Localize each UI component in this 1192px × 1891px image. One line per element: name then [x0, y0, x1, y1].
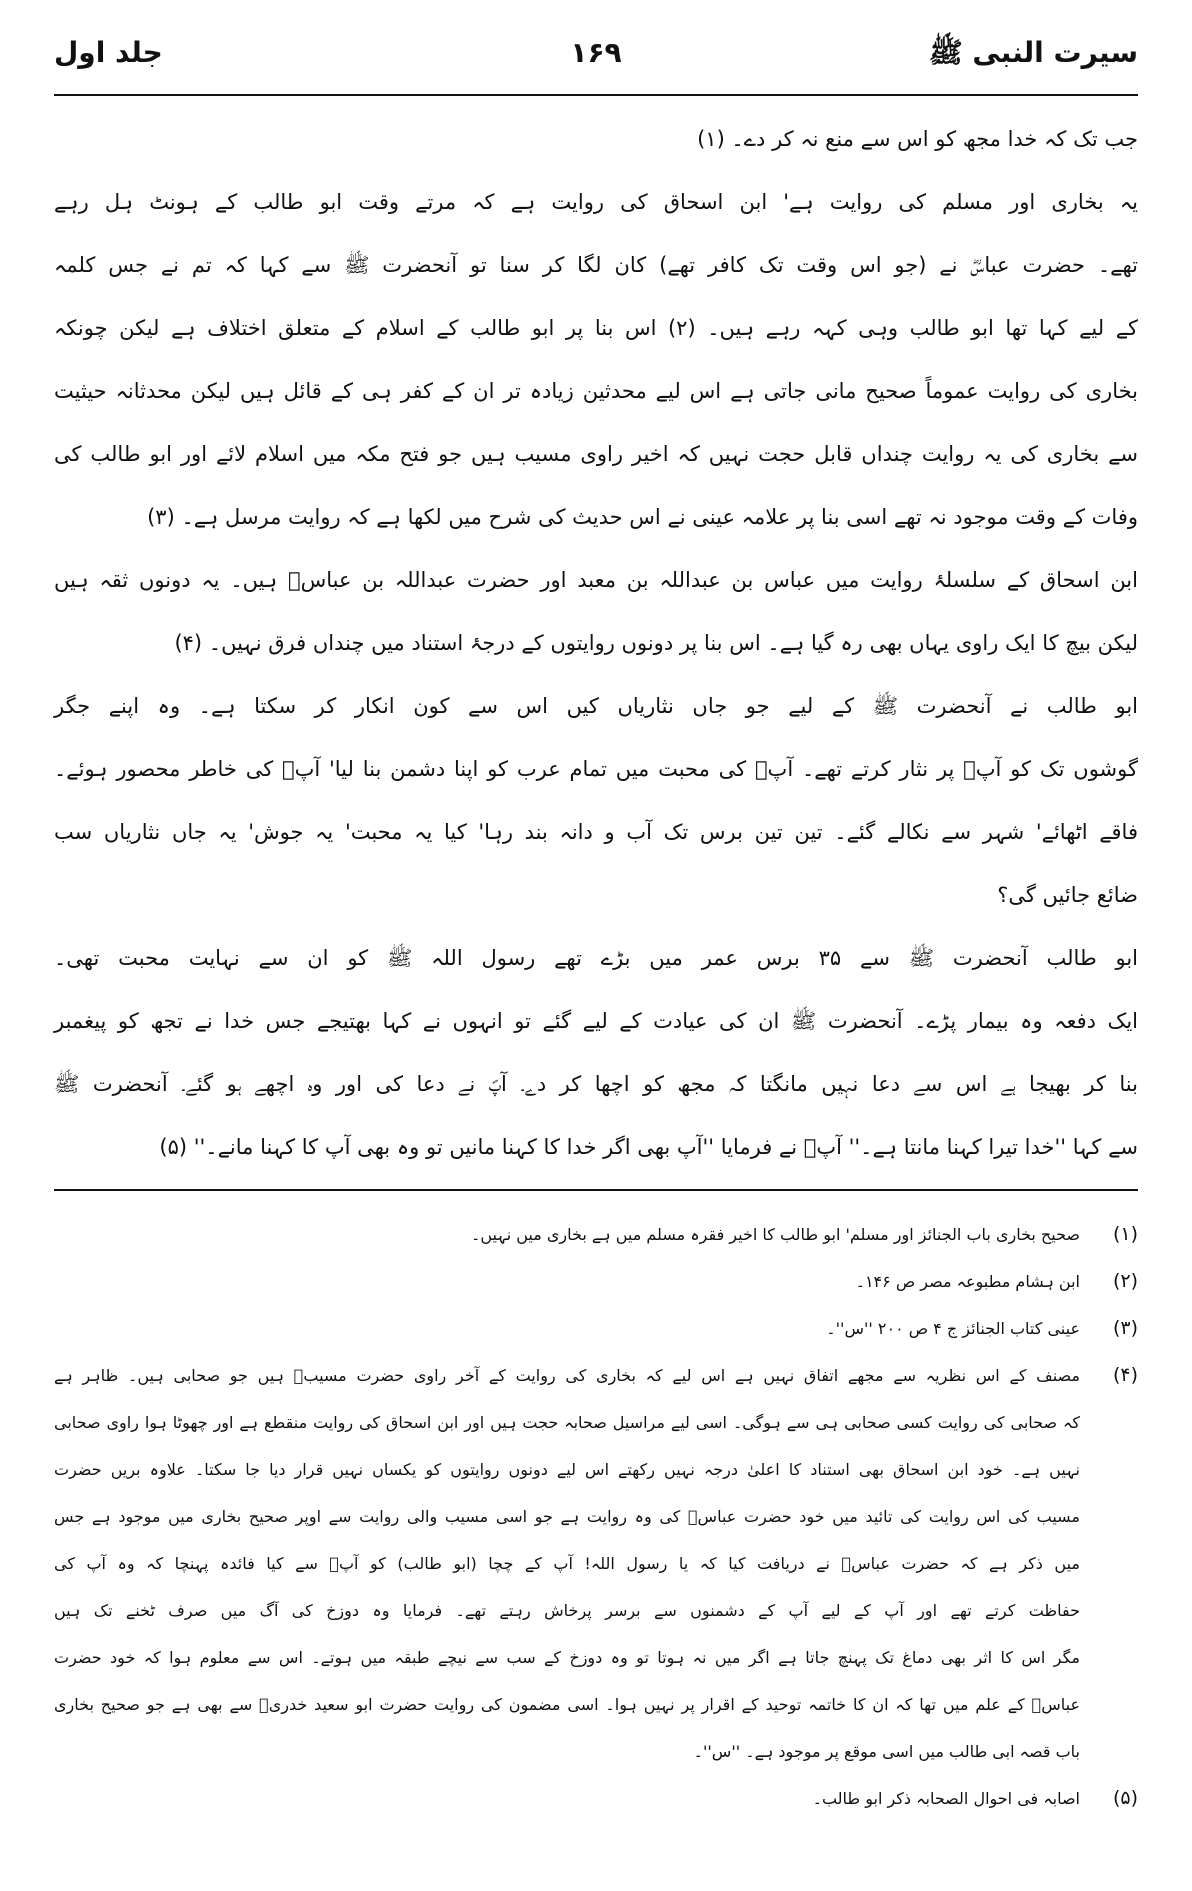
- main-text: [54, 96, 1138, 1191]
- footnote: [54, 1352, 1138, 1775]
- footnote: [54, 1775, 1138, 1822]
- text-line: ایک دفعہ وہ بیمار پڑے۔ آنحضرت ﷺ ان کی عیادت کے لیے گئے تو انہوں نے کہا بھتیجے جس خدا نے تجھ کو پیغمبر: [54, 1009, 1138, 1033]
- footnote-number: (۴): [1112, 1364, 1138, 1386]
- text-line: بخاری کی روایت عموماً صحیح مانی جاتی ہے اس لیے محدثین زیادہ تر ان کے کفر ہی کے قائل ہیں لیکن محدثانہ حیثیت: [54, 379, 1138, 403]
- text-line: وفات کے وقت موجود نہ تھے اسی بنا پر علامہ عینی نے اس حدیث کی شرح میں لکھا ہے کہ روایت مرسل ہے۔ (۳): [147, 505, 1138, 529]
- footnote: [54, 1211, 1138, 1258]
- footnote-line: باب قصہ ابی طالب میں اسی موقع پر موجود ہے۔ ''س''۔: [693, 1742, 1080, 1761]
- footnote-number: (۱): [1112, 1223, 1138, 1245]
- footnote-number: (۳): [1112, 1317, 1138, 1339]
- footnote-line: کہ صحابی کی روایت کسی صحابی ہی سے ہوگی۔ اسی لیے مراسیل صحابہ حجت ہیں اور ابن اسحاق کی روایت منقطع ہے اور چھوٹا ہوا راوی صحابی: [54, 1413, 1080, 1432]
- footnote-number: (۲): [1112, 1270, 1138, 1292]
- footnote-text: [54, 1775, 1080, 1822]
- text-line: گوشوں تک کو آپؐ پر نثار کرتے تھے۔ آپؐ کی محبت میں تمام عرب کو اپنا دشمن بنا لیا' آپؐ کی خاطر محصور ہوئے۔: [54, 757, 1138, 781]
- volume-label: جلد اول: [54, 36, 163, 69]
- footnote-text: [54, 1258, 1080, 1305]
- footnote-line: حفاظت کرتے تھے اور آپ کے لیے آپ کے دشمنوں سے برسر پرخاش رہتے تھے۔ فرمایا وہ دوزخ کی آگ میں صرف ٹخنے تک ہیں: [54, 1601, 1080, 1620]
- footnote-text: [54, 1352, 1080, 1775]
- footnote-line: مسیب کی اس روایت کی تائید میں خود حضرت عباسؓ کی وہ روایت ہے جو اسی مسیب والی روایت سے اوپر صحیح بخاری میں موجود ہے جس: [54, 1507, 1080, 1526]
- footnote-line: مگر اس کا اثر بھی دماغ تک پہنچ جاتا ہے اگر میں نہ ہوتا تو وہ دوزخ کے سب سے نیچے طبقہ میں ہوتے۔ اس سے معلوم ہوا کہ خود حضرت: [54, 1648, 1080, 1667]
- text-line: ابو طالب نے آنحضرت ﷺ کے لیے جو جاں نثاریاں کیں اس سے کون انکار کر سکتا ہے۔ وہ اپنے جگر: [54, 694, 1138, 718]
- text-line: یہ بخاری اور مسلم کی روایت ہے' ابن اسحاق کی روایت ہے کہ مرتے وقت ابو طالب کے ہونٹ ہل رہے: [54, 190, 1138, 214]
- text-line: لیکن بیچ کا ایک راوی یہاں بھی رہ گیا ہے۔ اس بنا پر دونوں روایتوں کے درجۂ استناد میں چنداں فرق نہیں۔ (۴): [174, 631, 1138, 655]
- footnote-line: نہیں ہے۔ خود ابن اسحاق بھی استناد کا اعلیٰ درجہ نہیں رکھتے اس لیے دونوں روایتوں کو یکساں نہیں قرار دیا جا سکتا۔ علاوہ بریں حضرت: [54, 1460, 1080, 1479]
- footnote-line: اصابہ فی احوال الصحابہ ذکر ابو طالب۔: [812, 1789, 1080, 1808]
- footnote-text: [54, 1211, 1080, 1258]
- page-header: [54, 22, 1138, 96]
- footnote-line: مصنف کے اس نظریہ سے مجھے اتفاق نہیں ہے اس لیے کہ بخاری کی روایت کے آخر راوی حضرت مسیبؓ ہیں جو صحابی ہیں۔ ظاہر ہے: [54, 1366, 1080, 1385]
- text-line: بنا کر بھیجا ہے اس سے دعا نہیں مانگتا کہ مجھ کو اچھا کر دے۔ آپؐ نے دعا کی اور وہ اچھے ہو گئے۔ آنحضرت ﷺ: [54, 1072, 1138, 1096]
- text-line: ابو طالب آنحضرت ﷺ سے ۳۵ برس عمر میں بڑے تھے رسول اللہ ﷺ کو ان سے نہایت محبت تھی۔: [54, 946, 1138, 970]
- footnote-line: عینی کتاب الجنائز ج ۴ ص ۲۰۰ ''س''۔: [826, 1319, 1080, 1338]
- text-line: کے لیے کہا تھا ابو طالب وہی کہہ رہے ہیں۔ (۲) اس بنا پر ابو طالب کے اسلام کے متعلق اختلاف ہے لیکن چونکہ: [54, 316, 1138, 340]
- text-line: فاقے اٹھائے' شہر سے نکالے گئے۔ تین تین برس تک آب و دانہ بند رہا' کیا یہ محبت' یہ جوش' یہ جاں نثاریاں سب: [54, 820, 1138, 844]
- text-line: سے کہا ''خدا تیرا کہنا مانتا ہے۔'' آپؐ نے فرمایا ''آپ بھی اگر خدا کا کہنا مانیں تو وہ بھی آپ کا کہنا مانے۔'' (۵): [159, 1135, 1138, 1159]
- text-line: ضائع جائیں گی؟: [997, 883, 1138, 907]
- text-line: سے بخاری کی یہ روایت چنداں قابل حجت نہیں کہ اخیر راوی مسیب ہیں جو فتح مکہ میں اسلام لائے اور ابو طالب کی: [54, 442, 1138, 466]
- footnote-line: عباسؓ کے علم میں تھا کہ ان کا خاتمہ توحید کے اقرار پر نہیں ہوا۔ اسی مضمون کی روایت حضرت ابو سعید خدریؓ سے بھی ہے جو صحیح بخاری: [54, 1695, 1080, 1714]
- book-title: سیرت النبی ﷺ: [928, 36, 1138, 69]
- text-line: جب تک کہ خدا مجھ کو اس سے منع نہ کر دے۔ (۱): [697, 127, 1138, 151]
- footnote: [54, 1258, 1138, 1305]
- page-number: ۱۶۹: [570, 36, 622, 69]
- footnotes: [54, 1191, 1138, 1822]
- footnote-text: [54, 1305, 1080, 1352]
- footnote-line: صحیح بخاری باب الجنائز اور مسلم' ابو طالب کا اخیر فقرہ مسلم میں ہے بخاری میں نہیں۔: [470, 1225, 1080, 1244]
- footnote-line: ابن ہشام مطبوعہ مصر ص ۱۴۶۔: [855, 1272, 1080, 1291]
- text-line: ابن اسحاق کے سلسلۂ روایت میں عباس بن عبداللہ بن معبد اور حضرت عبداللہ بن عباسؓ ہیں۔ یہ دونوں ثقہ ہیں: [54, 568, 1138, 592]
- text-line: تھے۔ حضرت عباسؓ نے (جو اس وقت تک کافر تھے) کان لگا کر سنا تو آنحضرت ﷺ سے کہا کہ تم نے جس کلمہ: [54, 253, 1138, 277]
- footnote: [54, 1305, 1138, 1352]
- book-page: [54, 0, 1138, 1822]
- footnote-line: میں ذکر ہے کہ حضرت عباسؓ نے دریافت کیا کہ یا رسول اللہ! آپ کے چچا (ابو طالب) کو آپؐ سے کیا فائدہ پہنچا کہ وہ آپ کی: [54, 1554, 1080, 1573]
- footnote-number: (۵): [1112, 1787, 1138, 1809]
